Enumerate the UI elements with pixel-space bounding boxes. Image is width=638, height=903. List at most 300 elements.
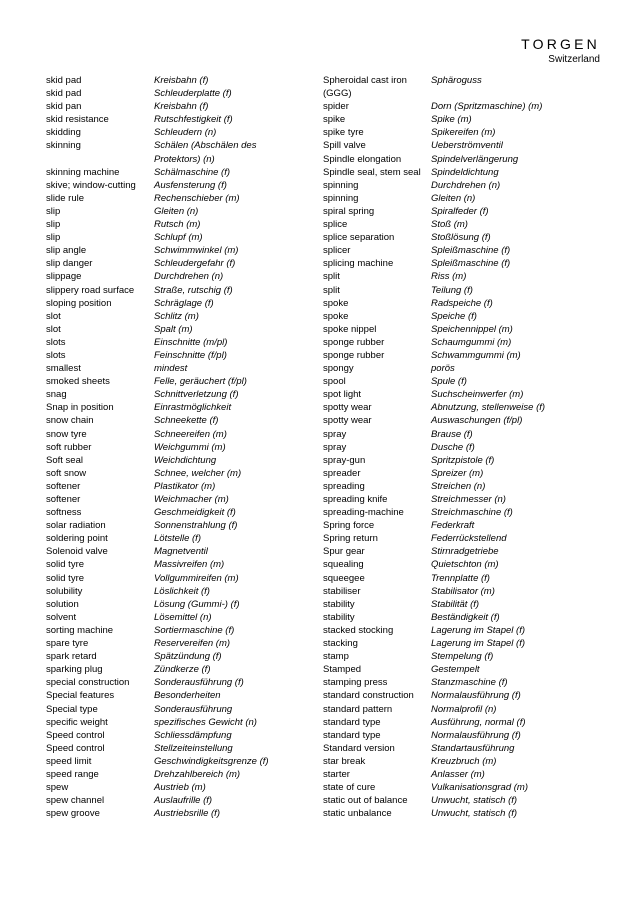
term-german: Spreizer (m) <box>431 467 484 479</box>
glossary-entry <box>46 493 306 506</box>
term-english: solid tyre <box>46 559 85 571</box>
glossary-column-left <box>46 74 306 820</box>
glossary-entry <box>46 663 306 676</box>
term-english: smallest <box>46 363 81 375</box>
glossary-entry <box>323 676 613 689</box>
glossary-entry <box>46 74 306 87</box>
glossary-entry <box>46 506 306 519</box>
term-german: porös <box>431 363 455 375</box>
term-english: skidding <box>46 127 81 139</box>
term-english: Special features <box>46 690 115 702</box>
glossary-entry <box>46 310 306 323</box>
glossary-entry <box>323 297 613 310</box>
term-english: spot light <box>323 389 362 401</box>
term-english: splicer <box>323 245 351 257</box>
term-german: Magnetventil <box>154 546 208 558</box>
glossary-entry <box>323 153 613 166</box>
term-english: spool <box>323 376 346 388</box>
glossary-entry <box>46 624 306 637</box>
term-english: state of cure <box>323 782 376 794</box>
term-english: sponge rubber <box>323 336 385 348</box>
term-english: Solenoid valve <box>46 546 108 558</box>
glossary-entry <box>323 454 613 467</box>
glossary-entry <box>46 807 306 820</box>
glossary-entry <box>323 139 613 152</box>
term-german: Weichmacher (m) <box>154 494 229 505</box>
term-german: Ueberströmventil <box>431 140 503 152</box>
glossary-entry <box>46 480 306 493</box>
term-english: starter <box>323 768 350 780</box>
glossary-entry <box>46 729 306 742</box>
glossary-entry <box>46 545 306 558</box>
term-english: spreading <box>323 480 365 492</box>
glossary-entry <box>323 663 613 676</box>
term-english: spike tyre <box>323 127 364 139</box>
term-german: Spritzpistole (f) <box>431 454 495 466</box>
term-english: stabiliser <box>323 585 361 597</box>
term-english: slippery road surface <box>46 284 135 296</box>
term-english: squealing <box>323 559 364 571</box>
term-english: stamping press <box>323 677 388 689</box>
term-english: stacking <box>323 638 358 650</box>
term-english: slots <box>46 336 66 348</box>
term-english: standard construction <box>323 690 414 702</box>
term-german: Feinschnitte (f/pl) <box>154 349 227 361</box>
term-english: stability <box>323 598 355 610</box>
glossary-entry <box>323 493 613 506</box>
glossary-entry <box>323 585 613 598</box>
term-german: Schlitz (m) <box>154 310 199 322</box>
term-german: Anlasser (m) <box>431 768 485 780</box>
term-english: slip danger <box>46 258 93 270</box>
glossary-entry <box>46 689 306 702</box>
term-german: mindest <box>154 363 188 375</box>
term-german: Schleuderplatte (f) <box>154 88 232 100</box>
glossary-entry <box>323 166 613 179</box>
term-german: Speichennippel (m) <box>431 323 513 335</box>
term-english: skinning machine <box>46 166 120 178</box>
glossary-entry <box>46 166 306 179</box>
glossary-entry <box>323 506 613 519</box>
glossary-entry <box>323 362 613 375</box>
glossary-entry <box>323 375 613 388</box>
glossary-entry <box>46 388 306 401</box>
term-english: slip <box>46 219 61 231</box>
term-german: Austrieb (m) <box>154 782 206 794</box>
glossary-entry <box>46 192 306 205</box>
term-english: splice <box>323 219 348 231</box>
term-german: Streichmaschine (f) <box>431 507 513 519</box>
term-german: Spule (f) <box>431 376 467 388</box>
glossary-entry <box>323 729 613 742</box>
term-english: Soft seal <box>46 454 83 466</box>
term-english: slot <box>46 323 61 335</box>
glossary-entry <box>46 414 306 427</box>
glossary-entry <box>46 126 306 139</box>
glossary-entry <box>323 637 613 650</box>
term-german: Brause (f) <box>431 428 473 440</box>
glossary-entry <box>323 244 613 257</box>
glossary-entry <box>46 401 306 414</box>
glossary-entry <box>46 441 306 454</box>
term-english: static unbalance <box>323 808 392 820</box>
term-english: star break <box>323 755 366 767</box>
glossary-entry <box>323 755 613 768</box>
brand-header <box>521 36 600 67</box>
term-german: Lötstelle (f) <box>154 533 201 545</box>
term-english: standard type <box>323 716 381 728</box>
glossary-entry <box>323 388 613 401</box>
term-german: Spikereifen (m) <box>431 127 496 139</box>
term-english: spray-gun <box>323 454 366 466</box>
term-english: speed limit <box>46 755 92 767</box>
term-german: Spleißmaschine (f) <box>431 258 511 270</box>
term-german: Sphäroguss <box>431 75 482 86</box>
glossary-entry <box>46 467 306 480</box>
term-german: Radspeiche (f) <box>431 297 493 309</box>
term-english: Spindle elongation <box>323 153 402 165</box>
glossary-entry <box>323 257 613 270</box>
term-english: solar radiation <box>46 520 106 532</box>
glossary-entry <box>46 676 306 689</box>
term-german: Durchdrehen (n) <box>154 271 224 283</box>
term-english: spray <box>323 441 347 453</box>
term-english: spoke <box>323 297 349 309</box>
term-german: Rechenschieber (m) <box>154 192 240 204</box>
term-english: Speed control <box>46 729 105 741</box>
term-german: Schneekette (f) <box>154 415 219 427</box>
term-german: Schneereifen (m) <box>154 428 227 440</box>
glossary-entry <box>46 375 306 388</box>
glossary-entry <box>46 650 306 663</box>
term-german: Sonderausführung (f) <box>154 677 244 689</box>
glossary-entry <box>323 467 613 480</box>
term-english: Spring return <box>323 533 378 545</box>
term-english: spoke <box>323 310 349 322</box>
glossary-entry <box>46 139 306 165</box>
glossary-entry <box>323 336 613 349</box>
term-german: Spiralfeder (f) <box>431 205 489 217</box>
term-english: standard pattern <box>323 703 393 715</box>
term-german: Beständigkeit (f) <box>431 611 500 623</box>
term-english: special construction <box>46 677 130 689</box>
term-english: spongy <box>323 363 354 375</box>
glossary-entry <box>323 205 613 218</box>
term-german: Lagerung im Stapel (f) <box>431 638 525 650</box>
term-english: Special type <box>46 703 98 715</box>
term-english: skid pan <box>46 101 82 113</box>
term-german: Gleiten (n) <box>154 205 199 217</box>
glossary-entry <box>46 585 306 598</box>
term-english: softener <box>46 480 81 492</box>
term-english: spark retard <box>46 651 97 663</box>
glossary-entry <box>323 428 613 441</box>
term-english: sparking plug <box>46 664 103 676</box>
glossary-entry <box>46 244 306 257</box>
glossary-entry <box>46 716 306 729</box>
term-english: Spur gear <box>323 546 365 558</box>
glossary-entry <box>323 113 613 126</box>
term-german: Sortiermaschine (f) <box>154 624 235 636</box>
term-german: Auslaufrille (f) <box>154 795 213 807</box>
term-english: spreading-machine <box>323 507 404 519</box>
term-german: Geschwindigkeitsgrenze (f) <box>154 755 269 767</box>
term-german: Weichgummi (m) <box>154 441 226 453</box>
term-english: squeegee <box>323 572 365 584</box>
term-english: Spill valve <box>323 140 366 152</box>
term-english: split <box>323 284 340 296</box>
term-german: Standartausführung <box>431 742 515 754</box>
glossary-entry <box>46 532 306 545</box>
term-english: solid tyre <box>46 572 85 584</box>
glossary-entry <box>46 362 306 375</box>
term-german: spezifisches Gewicht (n) <box>154 716 257 728</box>
glossary-entry <box>323 401 613 414</box>
glossary-entry <box>323 611 613 624</box>
glossary-entry <box>46 336 306 349</box>
glossary-entry <box>323 192 613 205</box>
glossary-entry <box>323 100 613 113</box>
term-german: Austriebsrille (f) <box>154 808 220 820</box>
term-german: Unwucht, statisch (f) <box>431 808 518 820</box>
term-german: Einrastmöglichkeit <box>154 402 232 414</box>
term-german: Schlupf (m) <box>154 232 203 244</box>
glossary-entry <box>323 807 613 820</box>
glossary-entry <box>46 323 306 336</box>
term-english: slots <box>46 349 66 361</box>
term-english: spinning <box>323 179 359 191</box>
term-german: Streichmesser (n) <box>431 494 506 505</box>
glossary-entry <box>323 650 613 663</box>
glossary-entry <box>323 270 613 283</box>
term-english: skive; window-cutting <box>46 179 136 191</box>
term-english: standard type <box>323 729 381 741</box>
glossary-entry <box>46 768 306 781</box>
term-german: Ausführung, normal (f) <box>431 716 526 728</box>
glossary-entry <box>46 113 306 126</box>
glossary-entry <box>46 100 306 113</box>
glossary-entry <box>323 572 613 585</box>
term-english: Spheroidal cast iron (GGG) <box>323 75 407 100</box>
glossary-entry <box>46 297 306 310</box>
term-german: Weichdichtung <box>154 454 217 466</box>
term-german: Spike (m) <box>431 114 472 126</box>
term-german: Riss (m) <box>431 271 467 283</box>
term-german: Plastikator (m) <box>154 480 216 492</box>
term-english: soldering point <box>46 533 108 545</box>
glossary-entry <box>323 689 613 702</box>
term-german: Kreisbahn (f) <box>154 75 209 86</box>
term-german: Gestempelt <box>431 664 480 676</box>
term-german: Trennplatte (f) <box>431 572 490 584</box>
term-german: Felle, geräuchert (f/pl) <box>154 376 247 388</box>
term-english: softener <box>46 494 81 505</box>
term-english: specific weight <box>46 716 108 728</box>
term-english: slip angle <box>46 245 87 257</box>
term-english: speed range <box>46 768 99 780</box>
term-english: Snap in position <box>46 402 114 414</box>
term-german: Sonnenstrahlung (f) <box>154 520 238 532</box>
glossary-entry <box>323 284 613 297</box>
glossary-entry <box>46 611 306 624</box>
term-english: Spindle seal, stem seal <box>323 166 421 178</box>
term-german: Besonderheiten <box>154 690 221 702</box>
term-german: Durchdrehen (n) <box>431 179 501 191</box>
term-german: Abnutzung, stellenweise (f) <box>431 402 546 414</box>
term-german: Rutschfestigkeit (f) <box>154 114 233 126</box>
term-german: Dorn (Spritzmaschine) (m) <box>431 101 543 113</box>
term-english: spider <box>323 101 349 113</box>
term-english: stamp <box>323 651 349 663</box>
glossary-entry <box>46 257 306 270</box>
glossary-entry <box>323 126 613 139</box>
term-english: splicing machine <box>323 258 394 270</box>
glossary-entry <box>323 794 613 807</box>
term-english: spotty wear <box>323 415 372 427</box>
glossary-entry <box>46 703 306 716</box>
glossary-entry <box>323 519 613 532</box>
term-english: Standard version <box>323 742 395 754</box>
term-english: spoke nippel <box>323 323 377 335</box>
glossary-entry <box>323 310 613 323</box>
glossary-entry <box>46 519 306 532</box>
term-german: Vulkanisationsgrad (m) <box>431 782 528 794</box>
term-german: Schleudern (n) <box>154 127 217 139</box>
term-german: Federrückstellend <box>431 533 507 545</box>
glossary-entry <box>46 742 306 755</box>
term-english: solution <box>46 598 79 610</box>
term-german: Normalausführung (f) <box>431 729 521 741</box>
glossary-entry <box>323 414 613 427</box>
term-german: Stabilität (f) <box>431 598 480 610</box>
glossary-entry <box>46 794 306 807</box>
glossary-column-right <box>323 74 613 820</box>
term-english: snag <box>46 389 67 401</box>
term-german: Lagerung im Stapel (f) <box>431 624 525 636</box>
glossary-entry <box>46 755 306 768</box>
term-german: Massivreifen (m) <box>154 559 225 571</box>
term-german: Spindelverlängerung <box>431 153 519 165</box>
term-german: Suchscheinwerfer (m) <box>431 389 524 401</box>
glossary-entry <box>323 545 613 558</box>
glossary-entry <box>46 781 306 794</box>
term-english: snow tyre <box>46 428 87 440</box>
term-german: Federkraft <box>431 520 475 532</box>
glossary-entry <box>46 428 306 441</box>
glossary-entry <box>46 218 306 231</box>
term-german: Stanzmaschine (f) <box>431 677 508 689</box>
glossary-entry <box>46 284 306 297</box>
term-german: Straße, rutschig (f) <box>154 284 233 296</box>
glossary-entry <box>323 624 613 637</box>
term-german: Schälen (Abschälen des Protektors) (n) <box>154 140 257 165</box>
term-german: Unwucht, statisch (f) <box>431 795 518 807</box>
glossary-entry <box>46 205 306 218</box>
term-english: slippage <box>46 271 82 283</box>
glossary-entry <box>46 558 306 571</box>
term-german: Stoßlösung (f) <box>431 232 491 244</box>
term-english: solvent <box>46 611 77 623</box>
term-german: Drehzahlbereich (m) <box>154 768 241 780</box>
term-german: Spleißmaschine (f) <box>431 245 511 257</box>
glossary-entry <box>46 572 306 585</box>
term-german: Normalprofil (n) <box>431 703 497 715</box>
term-english: stability <box>323 611 355 623</box>
term-german: Speiche (f) <box>431 310 477 322</box>
term-german: Schleudergefahr (f) <box>154 258 236 270</box>
glossary-entry <box>323 179 613 192</box>
term-german: Kreisbahn (f) <box>154 101 209 113</box>
glossary-entry <box>323 742 613 755</box>
term-english: skinning <box>46 140 81 152</box>
term-german: Gleiten (n) <box>431 192 476 204</box>
term-english: skid pad <box>46 88 82 100</box>
term-german: Spalt (m) <box>154 323 193 335</box>
glossary-entry <box>323 441 613 454</box>
glossary-entry <box>323 558 613 571</box>
term-german: Schliessdämpfung <box>154 729 232 741</box>
glossary-entry <box>323 349 613 362</box>
glossary-entry <box>46 598 306 611</box>
term-english: soft snow <box>46 467 87 479</box>
glossary-entry <box>46 637 306 650</box>
term-german: Normalausführung (f) <box>431 690 521 702</box>
term-german: Lösemittel (n) <box>154 611 212 623</box>
term-english: spew <box>46 782 69 794</box>
term-english: sponge rubber <box>323 349 385 361</box>
term-english: spray <box>323 428 347 440</box>
term-german: Schälmaschine (f) <box>154 166 231 178</box>
term-german: Stempelung (f) <box>431 651 494 663</box>
term-german: Stabilisator (m) <box>431 585 495 597</box>
term-english: solubility <box>46 585 83 597</box>
term-german: Stellzeiteinstellung <box>154 742 233 754</box>
brand-title: TORGEN <box>521 36 600 52</box>
glossary-entry <box>323 323 613 336</box>
term-german: Reservereifen (m) <box>154 638 231 650</box>
glossary-entry <box>323 768 613 781</box>
term-english: spiral spring <box>323 205 375 217</box>
term-german: Schräglage (f) <box>154 297 214 309</box>
glossary-entry <box>323 218 613 231</box>
term-english: spew groove <box>46 808 100 820</box>
term-english: snow chain <box>46 415 94 427</box>
term-german: Schnee, welcher (m) <box>154 467 242 479</box>
term-english: softness <box>46 507 82 519</box>
term-english: splice separation <box>323 232 395 244</box>
term-german: Einschnitte (m/pl) <box>154 336 228 348</box>
term-english: Spring force <box>323 520 375 532</box>
term-english: slip <box>46 232 61 244</box>
term-german: Sonderausführung <box>154 703 233 715</box>
glossary-entry <box>46 87 306 100</box>
glossary-entry <box>46 349 306 362</box>
glossary-entry <box>323 532 613 545</box>
term-german: Dusche (f) <box>431 441 475 453</box>
term-german: Schnittverletzung (f) <box>154 389 239 401</box>
term-german: Quietschton (m) <box>431 559 499 571</box>
term-english: Speed control <box>46 742 105 754</box>
term-german: Schwimmwinkel (m) <box>154 245 239 257</box>
term-german: Geschmeidigkeit (f) <box>154 507 236 519</box>
term-english: stacked stocking <box>323 624 394 636</box>
glossary-entry <box>46 179 306 192</box>
term-english: spike <box>323 114 346 126</box>
term-english: static out of balance <box>323 795 408 807</box>
term-english: slot <box>46 310 61 322</box>
term-german: Spindeldichtung <box>431 166 499 178</box>
term-german: Teilung (f) <box>431 284 473 296</box>
